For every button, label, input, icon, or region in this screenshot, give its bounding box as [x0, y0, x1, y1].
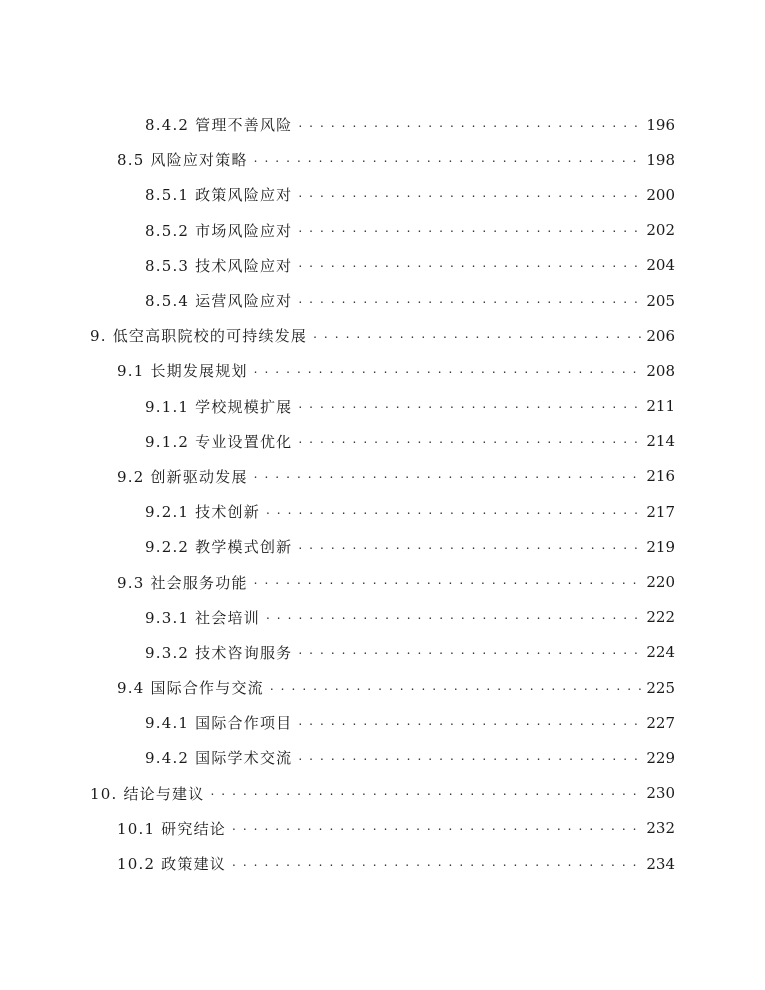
toc-entry-title: 国际合作与交流 — [150, 679, 264, 698]
toc-entry-number: 9.4.2 — [145, 749, 190, 768]
toc-entry-number: 8.4.2 — [145, 116, 190, 135]
toc-entry-number: 9.3.2 — [145, 643, 190, 662]
toc-entry[interactable] — [0, 213, 765, 248]
toc-entry-number: 9.2.2 — [145, 538, 190, 557]
dot-leader — [266, 503, 641, 521]
toc-entry-number: 9.4 — [117, 679, 145, 698]
toc-entry-page: 202 — [643, 221, 675, 239]
toc-entry-number: 8.5.2 — [145, 221, 190, 240]
toc-entry[interactable] — [0, 564, 765, 599]
toc-entry-title: 低空高职院校的可持续发展 — [112, 327, 308, 346]
dot-leader — [298, 749, 641, 767]
toc-entry-number: 9. — [90, 327, 107, 346]
toc-entry-page: 205 — [643, 292, 675, 310]
dot-leader — [232, 855, 641, 873]
toc-entry-title: 政策建议 — [161, 855, 226, 874]
toc-entry-page: 227 — [643, 714, 675, 732]
dot-leader — [298, 714, 641, 732]
toc-entry-page: 225 — [643, 679, 675, 697]
dot-leader — [270, 679, 641, 697]
dot-leader — [254, 151, 641, 169]
toc-entry-page: 216 — [643, 467, 675, 485]
toc-entry-number: 9.1.2 — [145, 432, 190, 451]
toc-entry-page: 204 — [643, 256, 675, 274]
toc-entry[interactable] — [0, 459, 765, 494]
toc-entry-title: 国际合作项目 — [195, 714, 293, 733]
dot-leader — [298, 256, 641, 274]
toc-entry-page: 196 — [643, 116, 675, 134]
toc-entry-page: 219 — [643, 538, 675, 556]
toc-entry-page: 230 — [646, 784, 675, 803]
toc-entry[interactable] — [0, 107, 765, 142]
toc-entry-number: 10.1 — [117, 819, 156, 838]
toc-entry-number: 10. — [90, 784, 118, 803]
toc-entry-number: 9.4.1 — [145, 714, 190, 733]
toc-entry-title: 国际学术交流 — [195, 749, 293, 768]
toc-entry-title: 政策风险应对 — [195, 186, 293, 205]
toc-entry-page: 229 — [643, 749, 675, 767]
toc-entry-title: 技术风险应对 — [195, 256, 293, 275]
dot-leader — [266, 608, 641, 626]
toc-entry[interactable] — [0, 424, 765, 459]
dot-leader — [254, 573, 641, 591]
toc-entry-page: 206 — [646, 326, 675, 345]
toc-entry-page: 211 — [643, 397, 675, 415]
toc-entry-number: 10.2 — [117, 855, 156, 874]
dot-leader — [298, 116, 641, 134]
toc-entry-page: 224 — [643, 643, 675, 661]
toc-entry-title: 技术咨询服务 — [195, 643, 293, 662]
toc-entry-number: 9.2.1 — [145, 503, 190, 522]
toc-entry[interactable] — [0, 846, 765, 881]
dot-leader — [298, 186, 641, 204]
table-of-contents — [0, 107, 765, 881]
toc-entry[interactable] — [0, 776, 765, 811]
toc-entry-title: 长期发展规划 — [150, 362, 248, 381]
dot-leader — [298, 221, 641, 239]
dot-leader — [232, 819, 641, 837]
toc-entry-number: 9.2 — [117, 467, 145, 486]
dot-leader — [254, 362, 641, 380]
toc-entry[interactable] — [0, 353, 765, 388]
toc-entry[interactable] — [0, 529, 765, 564]
dot-leader — [298, 292, 641, 310]
toc-entry-number: 9.3.1 — [145, 608, 190, 627]
toc-entry-title: 结论与建议 — [123, 784, 205, 803]
toc-entry[interactable] — [0, 494, 765, 529]
dot-leader — [254, 467, 641, 485]
toc-entry-number: 8.5.4 — [145, 292, 190, 311]
toc-entry[interactable] — [0, 670, 765, 705]
toc-entry-number: 9.3 — [117, 573, 145, 592]
toc-entry-page: 232 — [643, 819, 675, 837]
toc-entry[interactable] — [0, 142, 765, 177]
dot-leader — [298, 538, 641, 556]
toc-entry-page: 208 — [643, 362, 675, 380]
toc-entry[interactable] — [0, 600, 765, 635]
dot-leader — [210, 784, 643, 802]
toc-entry-title: 市场风险应对 — [195, 221, 293, 240]
toc-entry-number: 9.1 — [117, 362, 145, 381]
toc-entry-page: 198 — [643, 151, 675, 169]
toc-entry-title: 运营风险应对 — [195, 292, 293, 311]
toc-entry-title: 技术创新 — [195, 503, 260, 522]
toc-entry-title: 创新驱动发展 — [150, 467, 248, 486]
toc-entry[interactable] — [0, 283, 765, 318]
toc-entry-title: 社会培训 — [195, 608, 260, 627]
toc-entry-title: 教学模式创新 — [195, 538, 293, 557]
toc-entry-number: 8.5.1 — [145, 186, 190, 205]
toc-entry-title: 管理不善风险 — [195, 116, 293, 135]
toc-entry-title: 专业设置优化 — [195, 432, 293, 451]
toc-entry-number: 8.5.3 — [145, 256, 190, 275]
toc-entry[interactable] — [0, 318, 765, 353]
toc-entry-title: 学校规模扩展 — [195, 397, 293, 416]
toc-entry[interactable] — [0, 740, 765, 775]
toc-entry-page: 217 — [643, 503, 675, 521]
dot-leader — [298, 397, 641, 415]
toc-entry-page: 200 — [643, 186, 675, 204]
toc-entry-title: 研究结论 — [161, 819, 226, 838]
dot-leader — [298, 432, 641, 450]
toc-entry[interactable] — [0, 811, 765, 846]
toc-entry-page: 222 — [643, 608, 675, 626]
toc-entry-page: 214 — [643, 432, 675, 450]
toc-entry-page: 234 — [643, 855, 675, 873]
toc-entry[interactable] — [0, 635, 765, 670]
toc-entry[interactable] — [0, 248, 765, 283]
toc-entry-page: 220 — [643, 573, 675, 591]
toc-entry[interactable] — [0, 705, 765, 740]
toc-entry-number: 8.5 — [117, 151, 145, 170]
toc-entry[interactable] — [0, 389, 765, 424]
dot-leader — [313, 327, 643, 345]
dot-leader — [298, 643, 641, 661]
toc-entry-title: 社会服务功能 — [150, 573, 248, 592]
toc-entry-number: 9.1.1 — [145, 397, 190, 416]
toc-entry[interactable] — [0, 177, 765, 212]
toc-entry-title: 风险应对策略 — [150, 151, 248, 170]
